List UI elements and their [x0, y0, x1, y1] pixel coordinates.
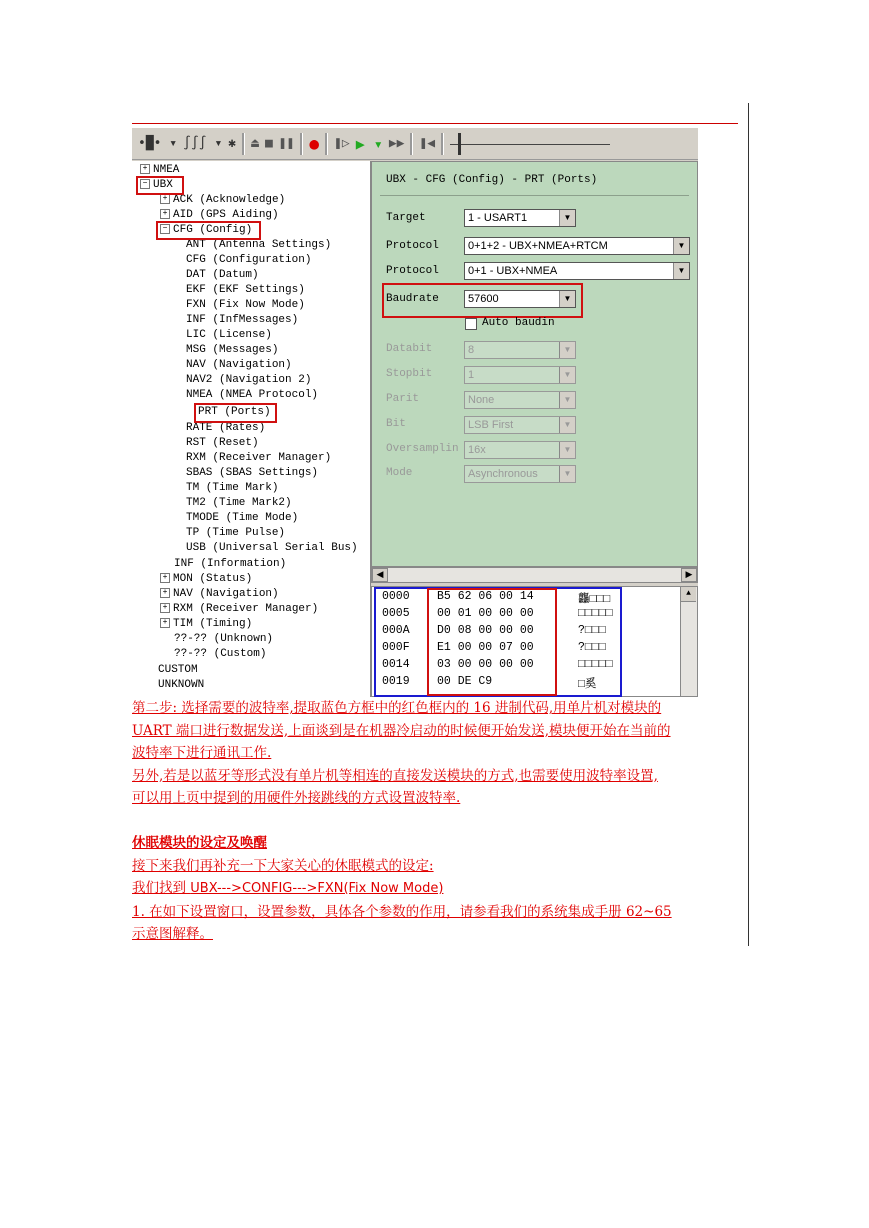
expand-icon[interactable]: +: [160, 588, 170, 598]
mode-select[interactable]: Asynchronous ▼: [464, 465, 576, 483]
stopbit-select[interactable]: 1 ▼: [464, 366, 576, 384]
hex-bytes-highlight: [427, 588, 557, 696]
expand-icon[interactable]: +: [160, 573, 170, 583]
tree-item-tm2[interactable]: TM2 (Time Mark2): [186, 497, 292, 509]
target-select[interactable]: 1 - USART1 ▼: [464, 209, 576, 227]
horizontal-scrollbar[interactable]: [371, 567, 698, 583]
parity-label: Parit: [386, 393, 420, 405]
baudrate-label: Baudrate: [386, 293, 439, 305]
oversampling-label: Oversamplin: [386, 443, 459, 455]
stop-icon[interactable]: ■: [264, 136, 273, 151]
toolbar: [132, 128, 698, 160]
tree-item-custom[interactable]: CUSTOM: [158, 664, 198, 676]
tree-item-lic[interactable]: LIC (License): [186, 329, 272, 341]
expand-icon[interactable]: +: [160, 209, 170, 219]
expand-icon[interactable]: +: [160, 194, 170, 204]
tree-item-ack[interactable]: + ACK (Acknowledge): [160, 193, 285, 207]
tree-item-rxm[interactable]: RXM (Receiver Manager): [186, 452, 332, 464]
sleep-heading: 休眠模块的设定及唤醒: [132, 835, 267, 851]
tree-item-inf[interactable]: INF (InfMessages): [186, 314, 299, 326]
step-icon[interactable]: ❚▷: [334, 136, 350, 151]
tree-item-rst[interactable]: RST (Reset): [186, 437, 259, 449]
step-two-line-1: 第二步: 选择需要的波特率,提取蓝色方框中的红色框内的 16 进制代码,用单片机对模块的: [132, 700, 662, 716]
protocol-out-select[interactable]: 0+1 - UBX+NMEA ▼: [464, 262, 690, 280]
tree-item-tmode[interactable]: TMODE (Time Mode): [186, 512, 299, 524]
step-two-line-2: UART 端口进行数据发送,上面谈到是在机器冷启动的时候便开始发送,模块便开始在当前的: [132, 722, 671, 739]
auto-baud-checkbox[interactable]: [465, 318, 477, 330]
tree-item-inf-information[interactable]: INF (Information): [174, 558, 287, 570]
tree-item-dat[interactable]: DAT (Datum): [186, 269, 259, 281]
tree-item-nav2[interactable]: NAV2 (Navigation 2): [186, 374, 312, 386]
tree-item-tp[interactable]: TP (Time Pulse): [186, 527, 286, 539]
tree-item-fxn[interactable]: FXN (Fix Now Mode): [186, 299, 305, 311]
message-tree: [132, 161, 371, 697]
sleep-path-line: 我们找到 UBX--->CONFIG--->FXN(Fix Now Mode): [132, 880, 444, 896]
chevron-down-icon[interactable]: ▼: [673, 238, 689, 254]
expand-icon[interactable]: +: [160, 618, 170, 628]
stopbit-label: Stopbit: [386, 368, 433, 380]
target-label: Target: [386, 212, 426, 224]
bit-order-select[interactable]: LSB First ▼: [464, 416, 576, 434]
cfg-highlight: [156, 221, 261, 240]
ubx-highlight: [136, 176, 184, 195]
oversampling-select[interactable]: 16x ▼: [464, 441, 576, 459]
sleep-intro: 接下来我们再补充一下大家关心的休眠模式的设定:: [132, 857, 434, 874]
scroll-up-icon[interactable]: ▲: [681, 587, 696, 602]
collapse-icon[interactable]: −: [140, 179, 150, 189]
chevron-down-icon[interactable]: ▼: [559, 210, 575, 226]
tree-item-cfg-configuration[interactable]: CFG (Configuration): [186, 254, 312, 266]
tree-item-ekf[interactable]: EKF (EKF Settings): [186, 284, 305, 296]
tree-item-sbas[interactable]: SBAS (SBAS Settings): [186, 467, 319, 479]
tree-item-ant[interactable]: ANT (Antenna Settings): [186, 239, 332, 251]
sleep-section: [132, 832, 738, 946]
chevron-down-icon[interactable]: ▼: [559, 367, 575, 383]
toolbar-separator: [441, 133, 444, 155]
tree-item-msg[interactable]: MSG (Messages): [186, 344, 279, 356]
vertical-scrollbar[interactable]: [680, 587, 697, 696]
right-margin-rule: [748, 103, 749, 946]
prt-config-panel: [371, 161, 698, 567]
fast-forward-icon[interactable]: ▶▶: [388, 136, 405, 151]
tree-item-rxm-group[interactable]: + RXM (Receiver Manager): [160, 602, 318, 616]
databit-label: Databit: [386, 343, 433, 355]
baudrate-icon[interactable]: ∫∫∫ ▾: [183, 136, 223, 151]
bit-label: Bit: [386, 418, 406, 430]
scroll-right-icon[interactable]: ▶: [681, 568, 697, 582]
expand-icon[interactable]: +: [140, 164, 150, 174]
scroll-left-icon[interactable]: ◀: [372, 568, 388, 582]
mode-label: Mode: [386, 467, 413, 479]
tree-item-unknown[interactable]: ??-?? (Unknown): [174, 633, 274, 645]
panel-divider: [380, 195, 689, 196]
tree-item-custom-ids[interactable]: ??-?? (Custom): [174, 648, 267, 660]
chevron-down-icon[interactable]: ▼: [673, 263, 689, 279]
auto-baud-label: Auto baudin: [482, 317, 555, 329]
playback-slider[interactable]: [450, 133, 610, 155]
fxn-path: UBX--->CONFIG--->FXN(Fix Now Mode): [190, 881, 444, 896]
tree-item-nav-group[interactable]: + NAV (Navigation): [160, 587, 279, 601]
parity-select[interactable]: None ▼: [464, 391, 576, 409]
tree-item-tm[interactable]: TM (Time Mark): [186, 482, 279, 494]
baudrate-select[interactable]: 57600 ▼: [464, 290, 576, 308]
protocol-in-select[interactable]: 0+1+2 - UBX+NMEA+RTCM ▼: [464, 237, 690, 255]
step-two-line-3: 波特率下进行通讯工作.: [132, 745, 272, 761]
tree-item-nmea[interactable]: + NMEA: [140, 163, 179, 177]
chevron-down-icon[interactable]: ▼: [559, 342, 575, 358]
eject-icon[interactable]: ⏏: [251, 136, 259, 151]
step-two-paragraph: [132, 697, 738, 810]
tree-item-prt[interactable]: PRT (Ports): [198, 406, 271, 418]
play-icon[interactable]: ▶ ▾: [355, 134, 383, 153]
tree-item-ubx[interactable]: − UBX: [140, 178, 173, 192]
chevron-down-icon[interactable]: ▼: [559, 442, 575, 458]
expand-icon[interactable]: +: [160, 603, 170, 613]
protocol-out-label: Protocol: [386, 265, 439, 277]
tree-item-mon[interactable]: + MON (Status): [160, 572, 252, 586]
slider-line: [450, 144, 610, 145]
databit-select[interactable]: 8 ▼: [464, 341, 576, 359]
tree-item-rate[interactable]: RATE (Rates): [186, 422, 266, 434]
tree-item-nav[interactable]: NAV (Navigation): [186, 359, 292, 371]
bluetooth-line-1: 另外,若是以蓝牙等形式没有单片机等相连的直接发送模块的方式,也需要使用波特率设置,: [132, 767, 658, 784]
header-rule: [132, 123, 738, 124]
pause-icon[interactable]: ❚❚: [278, 136, 295, 151]
prt-highlight: [194, 403, 277, 423]
tree-item-nmea-protocol[interactable]: NMEA (NMEA Protocol): [186, 389, 319, 401]
collapse-icon[interactable]: −: [160, 224, 170, 234]
ucenter-screenshot: [132, 128, 698, 697]
tree-item-usb[interactable]: USB (Universal Serial Bus): [186, 542, 358, 554]
toolbar-separator: [410, 133, 413, 155]
protocol-in-label: Protocol: [386, 240, 439, 252]
tree-item-cfg[interactable]: − CFG (Config): [160, 223, 252, 237]
sleep-step-one-line-2: 示意图解释。: [132, 926, 213, 942]
chevron-down-icon[interactable]: ▼: [559, 417, 575, 433]
chevron-down-icon[interactable]: ▼: [559, 466, 575, 482]
hex-view: 0000 B5 62 06 00 14 龘□□□ 0005 00 01 00 00 00 □□□□□ 000A D0 08 00 00 00 ?□□□ 000F E1 00 00 07 00 ?□□□ 0014 03 00 00 00 00 □□□□□ 0019 00 DE C9 □奚 ▲: [371, 586, 698, 697]
rewind-icon[interactable]: ❚◀: [419, 136, 436, 151]
panel-title: UBX - CFG (Config) - PRT (Ports): [386, 174, 598, 186]
toolbar-separator: [325, 133, 328, 155]
wand-icon[interactable]: ✱: [228, 136, 237, 151]
toolbar-separator: [300, 133, 303, 155]
toolbar-separator: [242, 133, 245, 155]
tree-item-unknown-root[interactable]: UNKNOWN: [158, 679, 205, 691]
record-icon[interactable]: ●: [309, 134, 320, 153]
bluetooth-line-2: 可以用上页中提到的用硬件外接跳线的方式设置波特率.: [132, 790, 461, 806]
tree-item-tim[interactable]: + TIM (Timing): [160, 617, 252, 631]
tree-item-aid[interactable]: + AID (GPS Aiding): [160, 208, 279, 222]
chevron-down-icon[interactable]: ▼: [559, 392, 575, 408]
connect-icon[interactable]: •█• ▾: [138, 136, 178, 151]
sleep-step-one-line-1: 1. 在如下设置窗口，设置参数，具体各个参数的作用，请参看我们的系统集成手册 62~65: [132, 903, 672, 920]
slider-thumb[interactable]: [458, 133, 461, 155]
chevron-down-icon[interactable]: ▼: [559, 291, 575, 307]
